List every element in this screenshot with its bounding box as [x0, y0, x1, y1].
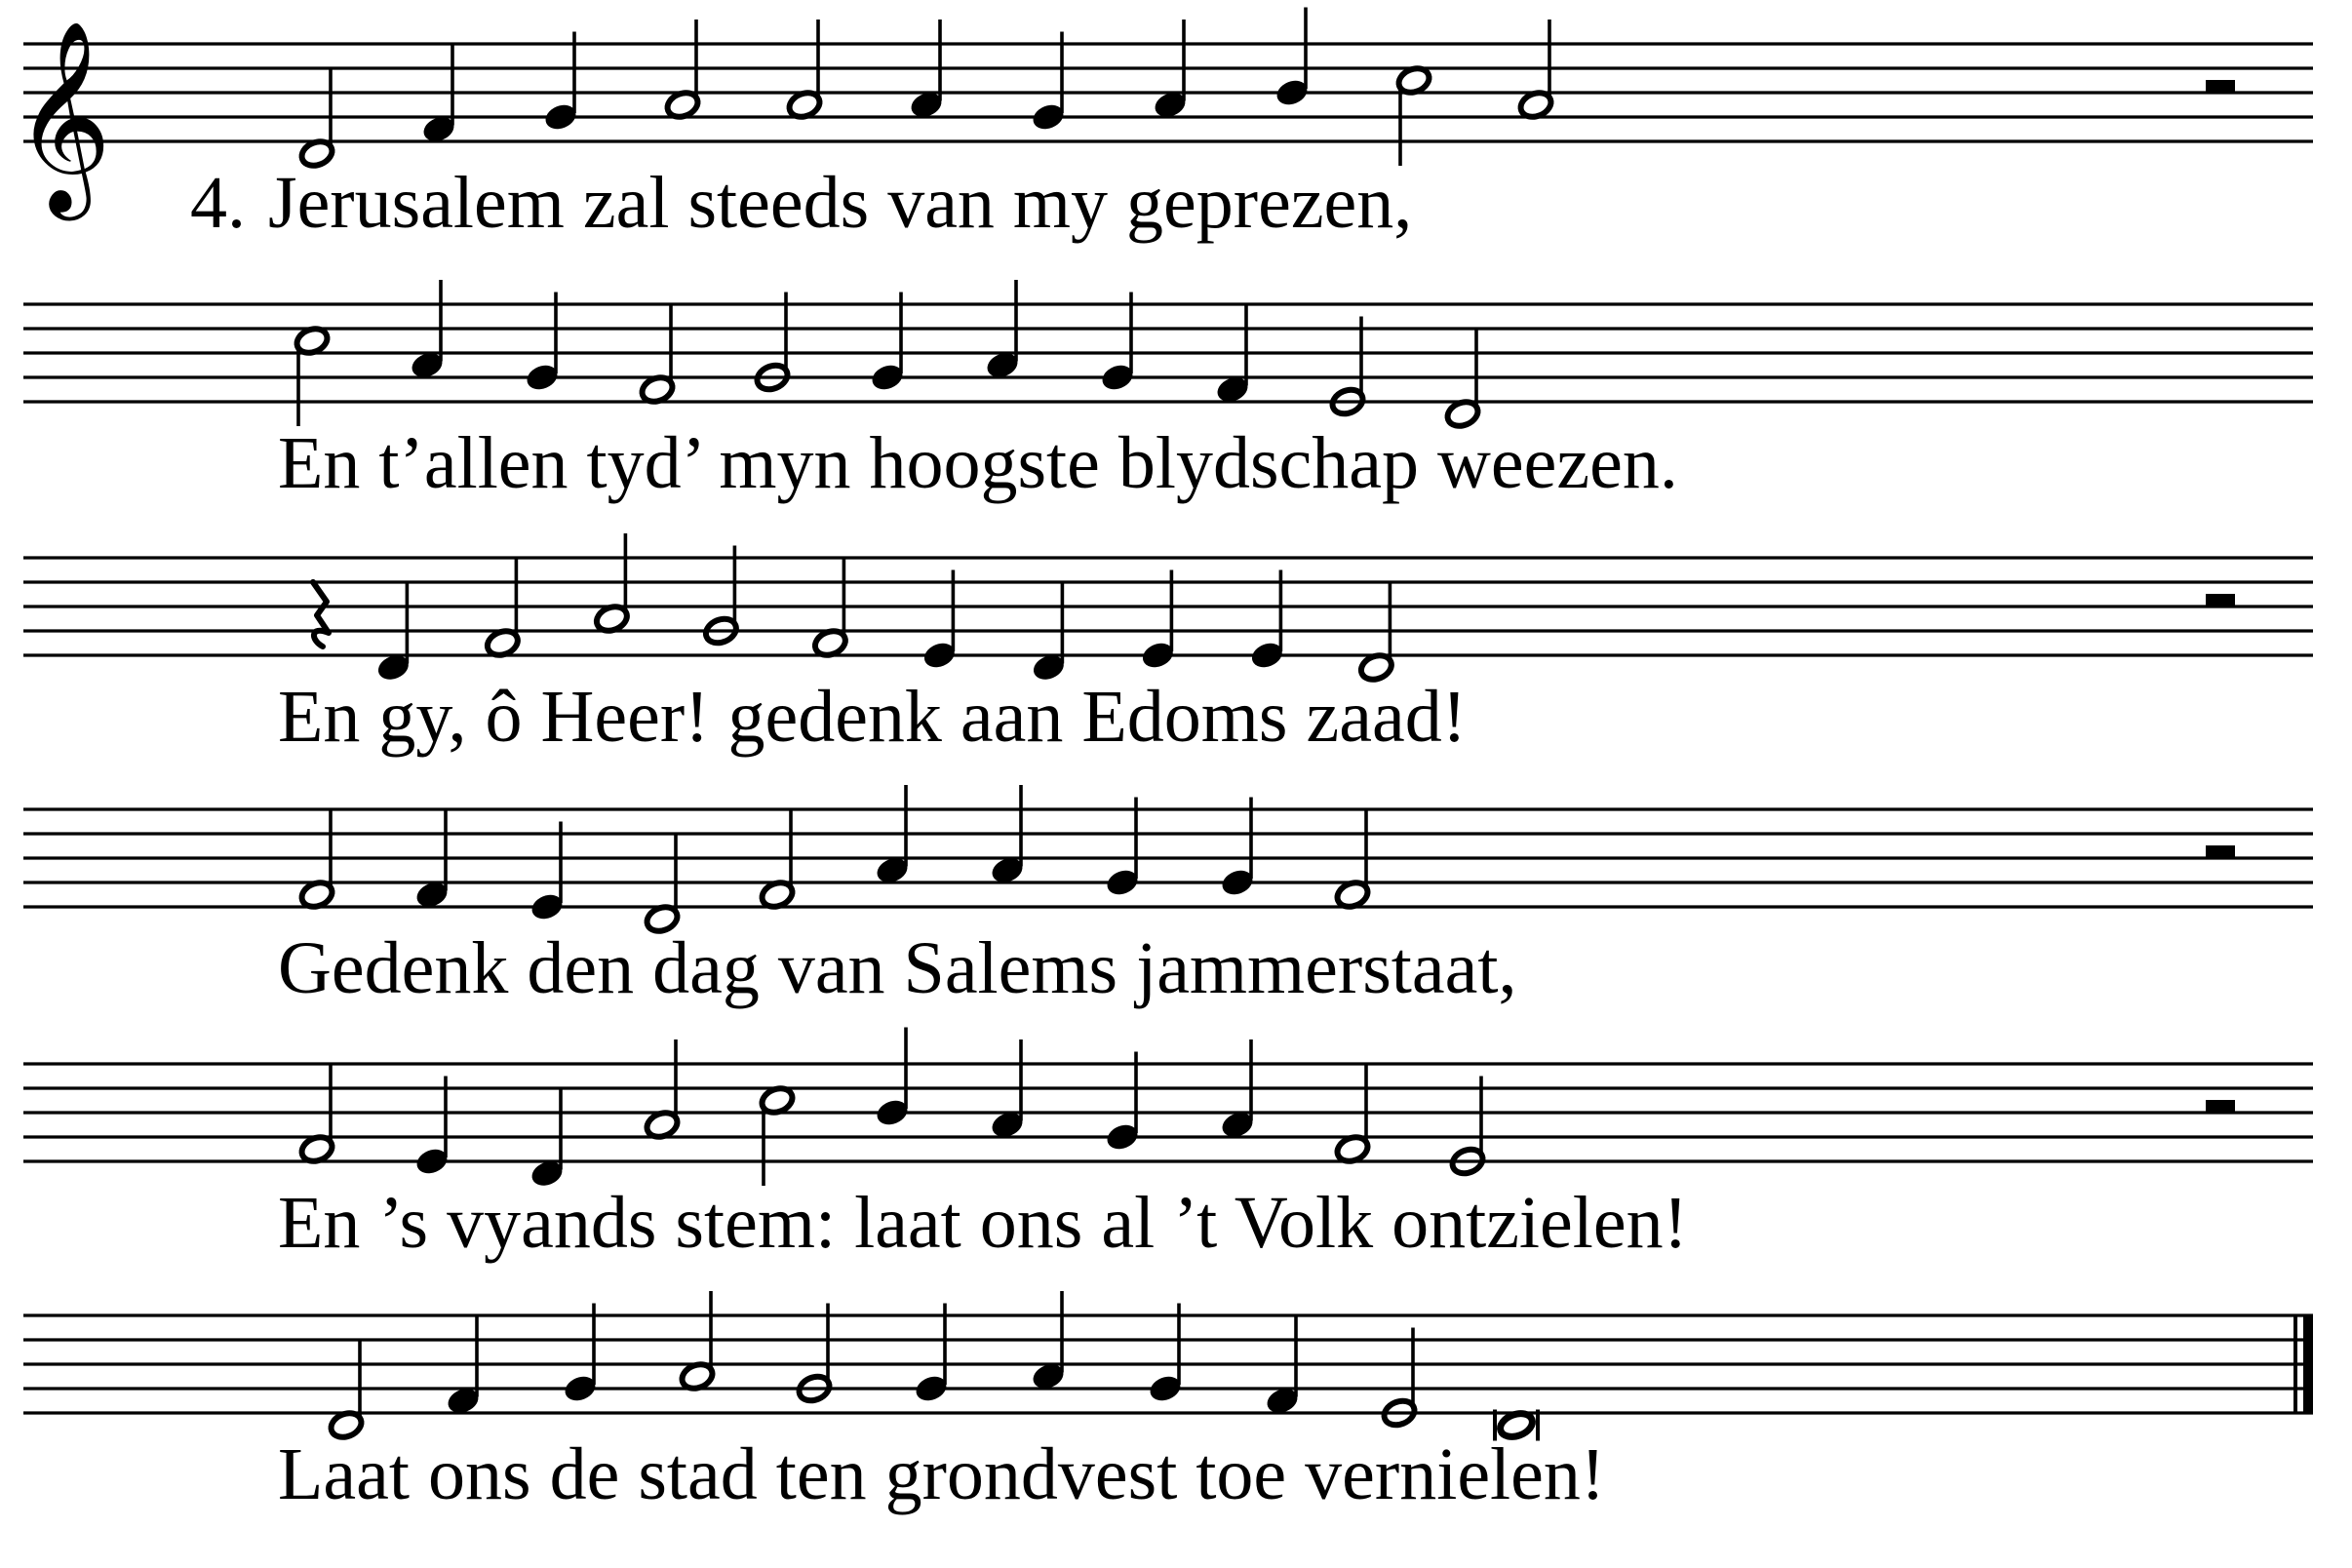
note — [759, 1084, 796, 1186]
note — [908, 20, 945, 121]
note — [562, 1304, 599, 1405]
note — [1274, 8, 1311, 109]
note — [913, 1304, 950, 1405]
note — [1152, 20, 1189, 121]
lyric-line: En t’allen tyd’ myn hoogste blydschap weezen. — [278, 422, 1678, 504]
note — [1104, 798, 1141, 899]
staff-system — [23, 785, 2313, 1009]
note — [529, 822, 566, 923]
note — [759, 809, 796, 911]
thick-barline — [2303, 1315, 2313, 1413]
note — [664, 20, 701, 121]
lyric-line: En ’s vyands stem: laat ons al ’t Volk ontzielen! — [278, 1182, 1688, 1264]
note — [328, 1340, 365, 1441]
note — [989, 1039, 1026, 1141]
lyric-line: Gedenk den dag van Salems jammerstaat, — [278, 927, 1517, 1009]
note — [1248, 570, 1285, 672]
note — [644, 834, 681, 935]
note — [1334, 809, 1371, 911]
half-rest — [2206, 594, 2235, 607]
half-rest — [2206, 1100, 2235, 1113]
note — [1214, 304, 1251, 406]
note — [529, 1088, 566, 1190]
staff-systems — [14, 8, 2313, 1516]
note — [811, 558, 848, 659]
note — [874, 785, 911, 886]
note — [484, 558, 521, 659]
note — [989, 785, 1026, 886]
note — [524, 293, 561, 394]
note — [639, 304, 676, 406]
treble-clef: 𝄞 — [14, 20, 112, 213]
note — [1219, 798, 1256, 899]
quarter-rest — [313, 582, 329, 647]
note — [921, 570, 958, 672]
lyric-line: Jerusalem zal steeds van my geprezen, — [268, 162, 1413, 244]
note — [298, 809, 335, 911]
note — [1395, 64, 1432, 166]
note — [413, 809, 451, 911]
staff-system — [14, 8, 2313, 245]
note — [984, 280, 1021, 381]
staff-system — [23, 280, 2313, 504]
verse-number: 4. — [190, 162, 246, 244]
note — [786, 20, 823, 121]
half-rest — [2206, 80, 2235, 93]
note — [1334, 1064, 1371, 1165]
note — [413, 1077, 451, 1178]
note — [1030, 32, 1067, 134]
note — [294, 325, 331, 426]
note — [1030, 582, 1067, 684]
note — [593, 533, 630, 635]
lyric-line: Laat ons de stad ten grondvest toe vernielen! — [278, 1433, 1606, 1515]
note — [1444, 329, 1481, 430]
note — [679, 1291, 716, 1392]
note — [1219, 1039, 1256, 1141]
note — [445, 1315, 482, 1417]
note — [542, 32, 579, 134]
note — [1357, 582, 1394, 684]
note — [869, 293, 906, 394]
note — [644, 1039, 681, 1141]
note — [1147, 1304, 1184, 1405]
staff-system — [23, 1291, 2313, 1515]
note — [1264, 1315, 1301, 1417]
note — [298, 68, 335, 170]
note — [1099, 293, 1136, 394]
note — [409, 280, 446, 381]
note — [1139, 570, 1176, 672]
note — [420, 44, 457, 145]
note — [374, 582, 412, 684]
note — [298, 1064, 335, 1165]
note — [1517, 20, 1554, 121]
staff-system — [23, 533, 2313, 758]
note — [1104, 1052, 1141, 1154]
lyric-line: En gy, ô Heer! gedenk aan Edoms zaad! — [278, 676, 1468, 758]
staff-system — [23, 1028, 2313, 1265]
half-rest — [2206, 845, 2235, 858]
note — [874, 1028, 911, 1129]
note — [1030, 1291, 1067, 1392]
